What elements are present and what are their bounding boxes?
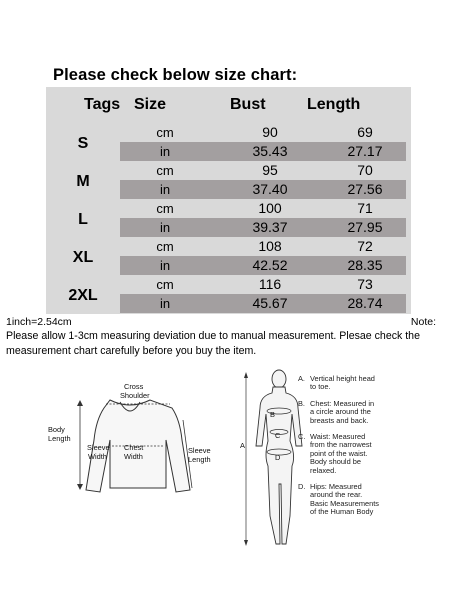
table-row-2xl-cm [120, 275, 406, 294]
table-row-s-in [120, 142, 406, 161]
measurement-legend [298, 375, 438, 517]
length-in-cell: 27.17 [347, 143, 383, 159]
bust-cm-cell: 90 [262, 124, 278, 140]
length-cm-cell: 72 [357, 238, 373, 254]
body-label-b: B [270, 410, 275, 419]
table-row-m-in [120, 180, 406, 199]
legend-key: C. [298, 432, 306, 442]
length-cm-cell: 71 [357, 200, 373, 216]
length-cm-cell: 70 [357, 162, 373, 178]
sleeve-width-label-2: Width [88, 452, 107, 461]
size-chart-table [46, 87, 411, 314]
unit-cell: in [159, 258, 171, 273]
header-size: Size [134, 96, 167, 113]
garment-measurement-diagram [40, 380, 230, 500]
legend-item-d [298, 483, 438, 517]
size-chart-title: Please check below size chart: [53, 66, 298, 84]
chest-width-label-1: Chest [124, 443, 144, 452]
size-tag-2xl: 2XL [68, 287, 98, 304]
bust-in-cell: 45.67 [252, 295, 288, 311]
size-tag-s: S [77, 135, 89, 152]
sleeve-length-label-1: Sleeve [188, 446, 211, 455]
header-length: Length [307, 96, 361, 113]
header-bust: Bust [230, 96, 266, 113]
bust-in-cell: 42.52 [252, 257, 288, 273]
table-row-xl-cm [120, 237, 406, 256]
legend-key: A. [298, 374, 305, 383]
legend-line: around the rear. [310, 490, 363, 500]
legend-line: to toe. [310, 382, 331, 392]
unit-cell: in [159, 296, 171, 311]
table-row-m-cm [120, 161, 406, 180]
unit-cell: in [159, 182, 171, 197]
size-tag-m: M [76, 173, 90, 190]
body-length-label-1: Body [48, 425, 65, 434]
header-tags: Tags [84, 96, 121, 113]
legend-line: from the narrowest [310, 440, 372, 450]
body-label-d: D [275, 453, 281, 462]
legend-line: relaxed. [310, 465, 337, 475]
note-label: Note: [410, 316, 436, 328]
body-label-a: A [240, 441, 245, 450]
body-outline-icon [256, 387, 302, 544]
legend-item-c [298, 433, 438, 475]
size-tag-l: L [78, 211, 88, 228]
bust-in-cell: 35.43 [252, 143, 288, 159]
table-row-l-in [120, 218, 406, 237]
sleeve-length-label-2: Length [188, 455, 211, 464]
table-row-2xl-in [120, 294, 406, 313]
legend-line: Waist: Measured [310, 432, 366, 442]
conversion-text: 1inch=2.54cm [6, 316, 72, 328]
bust-cm-cell: 108 [258, 238, 282, 254]
unit-cell: in [159, 220, 171, 235]
legend-key: B. [298, 398, 305, 408]
unit-cell: cm [156, 201, 174, 216]
legend-line: Basic Measurements [310, 498, 380, 508]
bust-in-cell: 39.37 [252, 219, 288, 235]
unit-cell: cm [156, 125, 174, 140]
length-in-cell: 28.35 [347, 257, 383, 273]
bust-cm-cell: 100 [258, 200, 282, 216]
legend-line: a circle around the [310, 407, 371, 417]
conversion-note-line [6, 316, 436, 328]
sleeve-width-label-1: Sleeve [87, 443, 110, 452]
legend-line: breasts and back. [310, 415, 369, 425]
legend-item-b [298, 400, 438, 425]
legend-line: Body should be [310, 457, 361, 467]
cross-shoulder-label-2: Shoulder [120, 391, 150, 400]
legend-item-a [298, 375, 438, 392]
head-icon [272, 370, 286, 388]
legend-line: of the Human Body [310, 507, 374, 517]
unit-cell: cm [156, 163, 174, 178]
unit-cell: in [159, 144, 171, 159]
body-length-label-2: Length [48, 434, 71, 443]
length-cm-cell: 73 [357, 276, 373, 292]
body-label-c: C [275, 431, 281, 440]
cross-shoulder-label-1: Cross [124, 382, 144, 391]
unit-cell: cm [156, 277, 174, 292]
length-in-cell: 28.74 [347, 295, 383, 311]
legend-line: point of the waist. [310, 448, 368, 458]
note-text: Please allow 1-3cm measuring deviation due to manual measurement. Plesae check the measurement chart carefully before you buy the item. [6, 330, 420, 357]
table-row-s-cm [120, 123, 406, 142]
legend-line: Vertical height head [310, 374, 375, 383]
table-row-l-cm [120, 199, 406, 218]
length-in-cell: 27.95 [347, 219, 383, 235]
legend-line: Chest: Measured in [310, 398, 375, 408]
size-tag-xl: XL [72, 249, 94, 266]
legend-line: Hips: Measured [310, 482, 362, 492]
legend-key: D. [298, 482, 306, 492]
bust-in-cell: 37.40 [252, 181, 288, 197]
unit-cell: cm [156, 239, 174, 254]
bust-cm-cell: 116 [258, 276, 282, 292]
bust-cm-cell: 95 [262, 162, 278, 178]
length-in-cell: 27.56 [347, 181, 383, 197]
chest-width-label-2: Width [124, 452, 143, 461]
table-row-xl-in [120, 256, 406, 275]
length-cm-cell: 69 [357, 124, 373, 140]
